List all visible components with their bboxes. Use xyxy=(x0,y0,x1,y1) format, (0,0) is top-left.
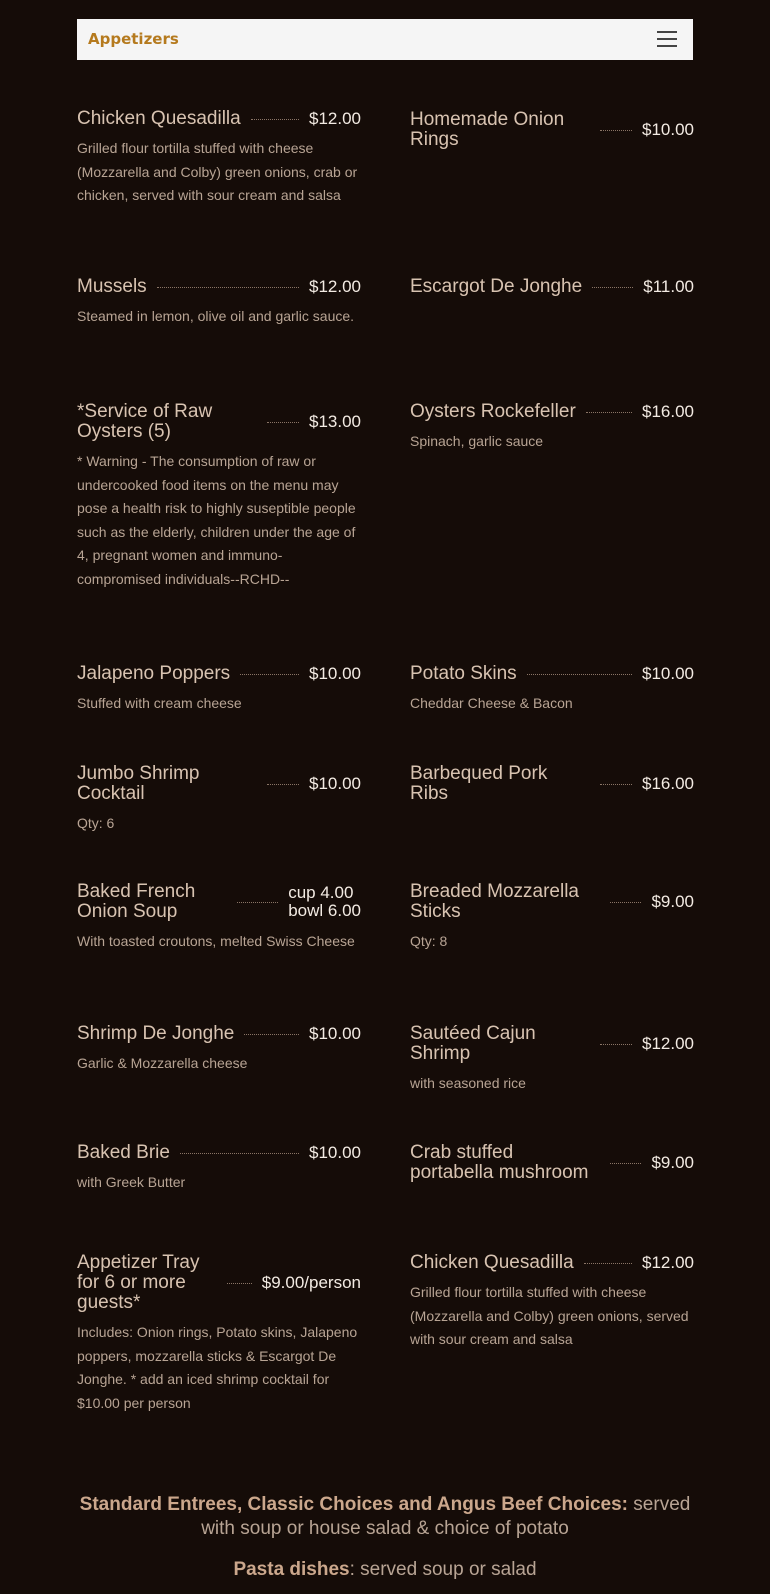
menu-item xyxy=(410,1143,694,1183)
menu-item xyxy=(410,1024,694,1096)
menu-item xyxy=(410,882,694,954)
item-name: Shrimp De Jonghe xyxy=(77,1023,235,1044)
item-name: Homemade Onion Rings xyxy=(410,109,565,150)
item-description: Qty: 6 xyxy=(77,815,115,831)
item-name: Jumbo Shrimp Cocktail xyxy=(77,763,200,804)
item-description: Garlic & Mozzarella cheese xyxy=(77,1055,248,1071)
item-description: Grilled flour tortilla stuffed with cheese (Mozzarella and Colby) green onions, crab or chicken, served with sour cream and salsa xyxy=(77,140,358,203)
item-description: with Greek Butter xyxy=(77,1174,186,1190)
menu-item xyxy=(77,882,361,954)
item-price: $10.00 xyxy=(642,120,694,139)
menu-item xyxy=(77,402,361,591)
item-price: $10.00 xyxy=(309,1024,361,1043)
item-name: Potato Skins xyxy=(410,663,517,684)
menu-item xyxy=(410,277,694,297)
menu-item xyxy=(77,664,361,716)
menu-item xyxy=(410,110,694,150)
item-price: $10.00 xyxy=(309,1143,361,1162)
menu-item xyxy=(77,1024,361,1076)
item-description: Cheddar Cheese & Bacon xyxy=(410,695,573,711)
item-price: $12.00 xyxy=(309,109,361,128)
item-price: $11.00 xyxy=(643,277,694,296)
item-price: $10.00 xyxy=(309,664,361,683)
menu-item xyxy=(77,1253,361,1415)
menu-item xyxy=(410,664,694,716)
menu-icon[interactable] xyxy=(657,31,677,47)
item-name: Crab stuffed portabella mushroom xyxy=(410,1142,589,1183)
item-name: *Service of Raw Oysters (5) xyxy=(77,401,213,442)
item-price: $12.00 xyxy=(309,277,361,296)
pasta-note-label: Pasta dishes xyxy=(233,1559,350,1580)
pasta-note xyxy=(77,1558,693,1582)
item-price: $13.00 xyxy=(309,412,361,431)
item-description: Steamed in lemon, olive oil and garlic sauce. xyxy=(77,308,355,324)
menu-item xyxy=(77,764,361,836)
item-name: Breaded Mozzarella Sticks xyxy=(410,881,579,922)
item-description: Grilled flour tortilla stuffed with cheese (Mozzarella and Colby) green onions, served with sour cream and salsa xyxy=(410,1284,689,1347)
menu-item xyxy=(410,1253,694,1352)
item-name: Chicken Quesadilla xyxy=(77,108,241,129)
item-description: Stuffed with cream cheese xyxy=(77,695,242,711)
item-name: Appetizer Tray for 6 or more guests* xyxy=(77,1252,200,1313)
item-name: Oysters Rockefeller xyxy=(410,401,576,422)
item-description: Spinach, garlic sauce xyxy=(410,433,544,449)
item-name: Barbequed Pork Ribs xyxy=(410,763,548,804)
item-name: Escargot De Jonghe xyxy=(410,276,583,297)
item-name: Baked French Onion Soup xyxy=(77,881,196,922)
price-bowl: bowl 6.00 xyxy=(288,901,361,920)
item-price: $16.00 xyxy=(642,402,694,421)
menu-item xyxy=(77,277,361,329)
item-price: $9.00 xyxy=(651,892,694,911)
item-description: Qty: 8 xyxy=(410,933,448,949)
item-name: Sautéed Cajun Shrimp xyxy=(410,1023,536,1064)
section-title: Appetizers xyxy=(88,30,179,48)
item-name: Jalapeno Poppers xyxy=(77,663,231,684)
pasta-note-text: : served soup or salad xyxy=(349,1559,537,1580)
menu-item xyxy=(410,402,694,454)
item-price: $10.00 xyxy=(309,774,361,793)
item-name: Mussels xyxy=(77,276,147,297)
item-description: Includes: Onion rings, Potato skins, Jalapeno poppers, mozzarella sticks & Escargot De Jonghe. * add an iced shrimp cocktail for $10.00 per person xyxy=(77,1324,358,1411)
menu-item xyxy=(77,109,361,208)
item-price: $10.00 xyxy=(642,664,694,683)
item-price xyxy=(288,884,361,920)
menu-item xyxy=(410,764,694,804)
item-price: $9.00 xyxy=(651,1153,694,1172)
item-price: $12.00 xyxy=(642,1253,694,1272)
item-name: Baked Brie xyxy=(77,1142,170,1163)
entree-note-text: served with soup or house salad & choice of potato xyxy=(201,1494,691,1539)
item-name: Chicken Quesadilla xyxy=(410,1252,574,1273)
item-description: With toasted croutons, melted Swiss Cheese xyxy=(77,933,355,949)
entree-note xyxy=(77,1493,693,1541)
entree-note-label: Standard Entrees, Classic Choices and Angus Beef Choices: xyxy=(79,1494,629,1515)
item-description: * Warning - The consumption of raw or undercooked food items on the menu may pose a health risk to highly suseptible people such as the elderly, children under the age of 4, pregnant women and immuno-compromised individuals--RCHD-- xyxy=(77,453,356,587)
item-price: $12.00 xyxy=(642,1034,694,1053)
item-price: $16.00 xyxy=(642,774,694,793)
menu-item xyxy=(77,1143,361,1195)
price-cup: cup 4.00 xyxy=(288,883,354,902)
item-price: $9.00/person xyxy=(261,1273,361,1292)
item-description: with seasoned rice xyxy=(410,1075,526,1091)
section-header-bar xyxy=(77,19,693,60)
